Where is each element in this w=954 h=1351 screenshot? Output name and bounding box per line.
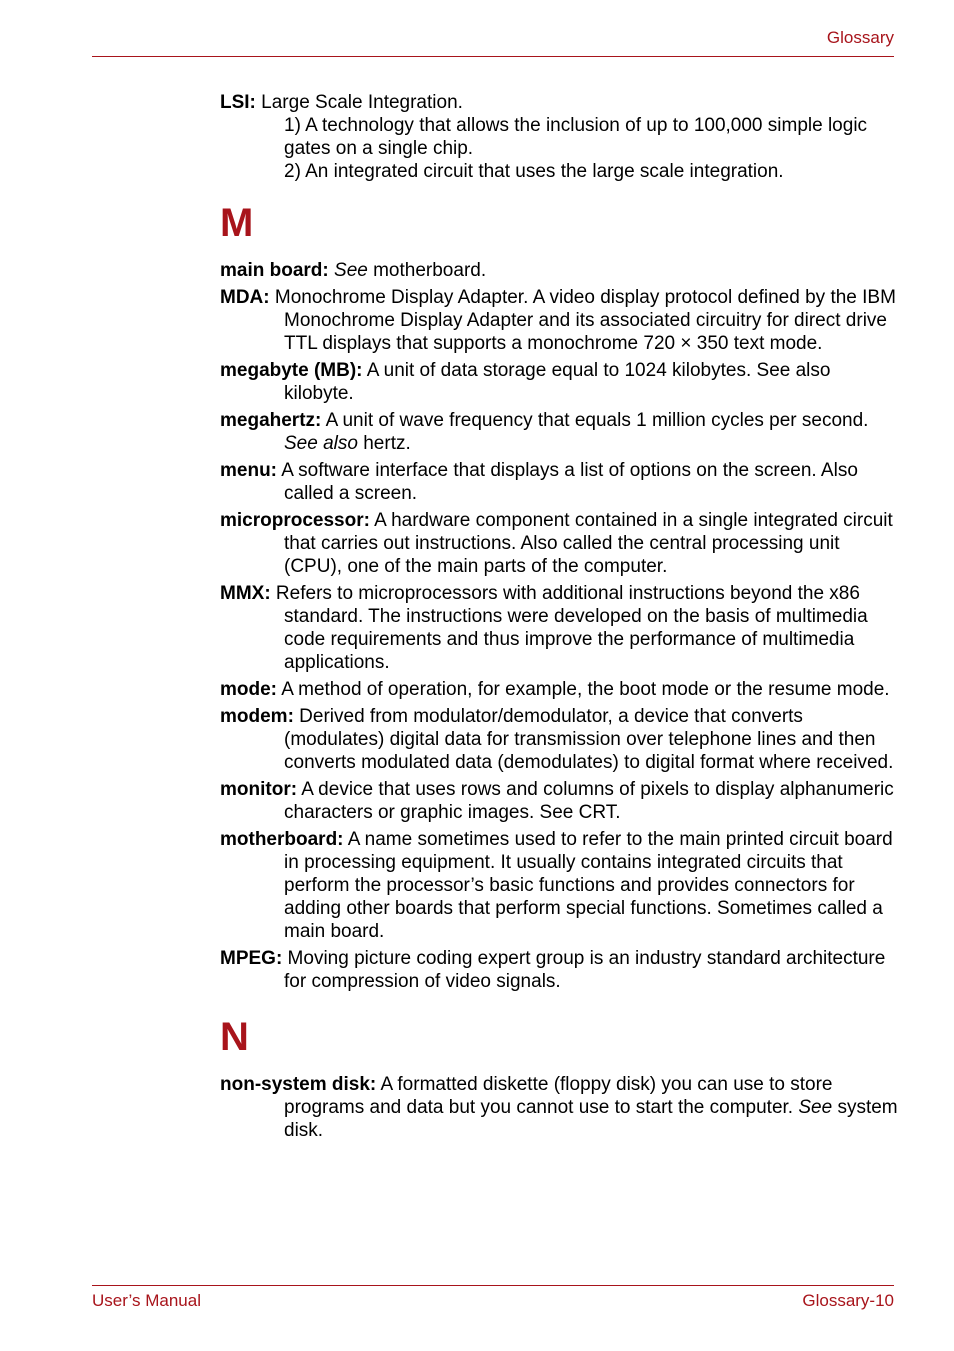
entry-term: MDA: — [220, 287, 270, 308]
glossary-entry-megabyte — [220, 359, 900, 405]
glossary-entry-mode — [220, 678, 900, 701]
entry-definition: A formatted diskette (floppy disk) you can use to store programs and data but you cannot use to start the computer. — [284, 1074, 833, 1118]
glossary-entry-motherboard — [220, 828, 900, 943]
glossary-entry-mda — [220, 286, 900, 355]
header-rule — [92, 56, 894, 57]
glossary-entry-non-system-disk — [220, 1073, 900, 1142]
section-letter-n: N — [220, 1015, 249, 1059]
entry-definition: A unit of data storage equal to 1024 kilobytes. See also kilobyte. — [284, 360, 831, 404]
footer-page-number: Glossary-10 — [802, 1291, 894, 1310]
footer-rule — [92, 1285, 894, 1286]
entry-definition: A device that uses rows and columns of pixels to display alphanumeric characters or graphic images. See CRT. — [284, 779, 894, 823]
glossary-entry-megahertz — [220, 409, 900, 455]
glossary-entry-menu — [220, 459, 900, 505]
entry-definition: A name sometimes used to refer to the main printed circuit board in processing equipment. It usually contains integrated circuits that perform the processor’s basic functions and provides connectors for adding other boards that perform special functions. Sometimes called a main board. — [284, 829, 893, 942]
entry-sub-definition: 2) An integrated circuit that uses the large scale integration. — [284, 161, 784, 182]
entry-term: microprocessor: — [220, 510, 370, 531]
entry-definition: Refers to microprocessors with additional instructions beyond the x86 standard. The instructions were developed on the basis of multimedia code requirements and thus improve the performance of multimedia applications. — [270, 583, 868, 673]
entry-definition: A hardware component contained in a single integrated circuit that carries out instructions. Also called the central processing unit (CPU), one of the main parts of the computer. — [284, 510, 893, 577]
entry-term: menu: — [220, 460, 277, 481]
running-header: Glossary — [826, 28, 894, 47]
glossary-entry-mpeg — [220, 947, 900, 993]
entry-term: motherboard: — [220, 829, 344, 850]
entry-see: See also — [284, 433, 358, 454]
entry-definition-end: system disk. — [284, 1097, 898, 1141]
entry-definition: A unit of wave frequency that equals 1 million cycles per second. — [321, 410, 869, 431]
entry-term: mode: — [220, 679, 277, 700]
entry-term: main board: — [220, 260, 329, 281]
entry-definition: A software interface that displays a list of options on the screen. Also called a screen. — [277, 460, 858, 504]
glossary-entry-mmx — [220, 582, 900, 674]
entry-see: See — [798, 1097, 833, 1118]
entry-term: LSI: — [220, 92, 256, 113]
entry-definition: Derived from modulator/demodulator, a device that converts (modulates) digital data for transmission over telephone lines and then converts modulated data (demodulates) to digital format where received. — [284, 706, 894, 773]
entry-term: MPEG: — [220, 948, 283, 969]
entry-definition: Monochrome Display Adapter. A video display protocol defined by the IBM Monochrome Display Adapter and its associated circuitry for direct drive TTL displays that supports a monochrome 720 × 350 text mode. — [269, 287, 896, 354]
entry-term: megabyte (MB): — [220, 360, 363, 381]
entry-term: monitor: — [220, 779, 298, 800]
entry-see: See — [334, 260, 368, 281]
glossary-entry-lsi — [220, 91, 900, 183]
glossary-entry-main-board — [220, 259, 900, 282]
glossary-entry-monitor — [220, 778, 900, 824]
entry-term: MMX: — [220, 583, 271, 604]
entry-definition: A method of operation, for example, the boot mode or the resume mode. — [277, 679, 890, 700]
glossary-content — [220, 91, 900, 1146]
glossary-entry-modem — [220, 705, 900, 774]
glossary-entry-microprocessor — [220, 509, 900, 578]
entry-definition: motherboard. — [367, 260, 487, 281]
entry-sub-definition: 1) A technology that allows the inclusion of up to 100,000 simple logic gates on a single chip. — [284, 115, 868, 159]
section-letter-m: M — [220, 201, 254, 245]
entry-definition: Moving picture coding expert group is an industry standard architecture for compression of video signals. — [282, 948, 886, 992]
entry-term: non-system disk: — [220, 1074, 377, 1095]
entry-definition: Large Scale Integration. — [255, 92, 463, 113]
entry-definition-end: hertz. — [357, 433, 411, 454]
footer-manual-title: User’s Manual — [92, 1291, 201, 1310]
entry-term: megahertz: — [220, 410, 322, 431]
entry-term: modem: — [220, 706, 294, 727]
